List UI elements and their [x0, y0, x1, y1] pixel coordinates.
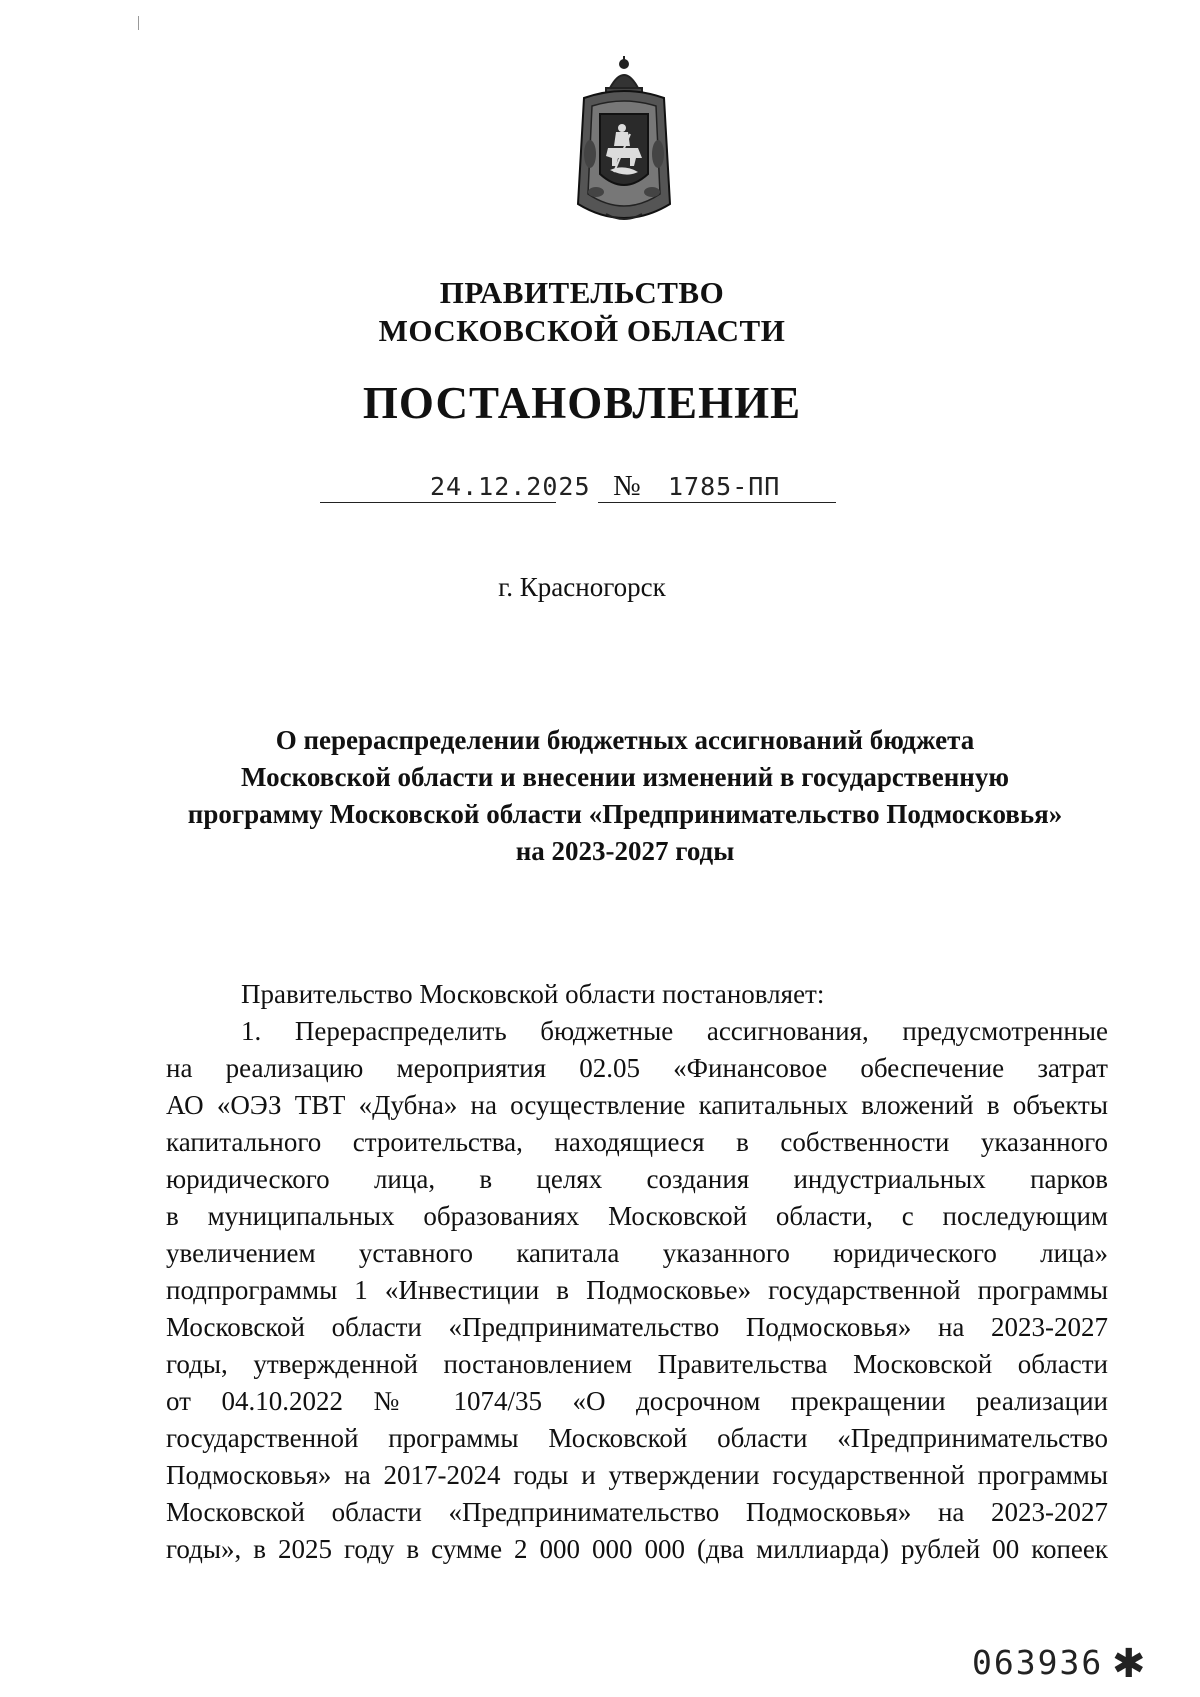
date-underline — [320, 502, 556, 503]
issuing-authority — [0, 274, 1164, 350]
asterisk-mark-icon: ✱ — [1112, 1641, 1146, 1686]
paragraph-line: на реализацию мероприятия 02.05 «Финансовое обеспечение затрат — [166, 1053, 1108, 1083]
authority-line-1: ПРАВИТЕЛЬСТВО — [439, 275, 725, 310]
paragraph-line: АО «ОЭЗ ТВТ «Дубна» на осуществление капитальных вложений в объекты — [166, 1090, 1108, 1120]
paragraph-line: годы, утвержденной постановлением Правительства Московской области — [166, 1349, 1108, 1379]
scan-artifact — [138, 16, 139, 30]
city-of-issue: г. Красногорск — [498, 572, 666, 602]
paragraph-line: годы», в 2025 году в сумме 2 000 000 000 (два миллиарда) рублей 00 копеек — [166, 1534, 1108, 1564]
paragraph-line: Московской области «Предпринимательство Подмосковья» на 2023-2027 — [166, 1497, 1108, 1527]
paragraph-line: увеличением уставного капитала указанного юридического лица» — [166, 1238, 1108, 1268]
document-title — [150, 722, 1100, 870]
title-line: О перераспределении бюджетных ассигнований бюджета — [275, 725, 975, 755]
paragraph-line: от 04.10.2022 № 1074/35 «О досрочном прекращении реализации — [166, 1386, 1108, 1416]
title-line: Московской области и внесении изменений в государственную — [241, 762, 1009, 792]
paragraph-line: юридического лица, в целях создания индустриальных парков — [166, 1164, 1108, 1194]
paragraph-line: государственной программы Московской области «Предпринимательство — [166, 1423, 1108, 1453]
number-sign: № — [613, 470, 641, 502]
paragraph-1 — [166, 1013, 1108, 1568]
document-type-heading: ПОСТАНОВЛЕНИЕ — [362, 378, 802, 428]
paragraph-line: подпрограммы 1 «Инвестиции в Подмосковье» государственной программы — [166, 1275, 1108, 1305]
paragraph-line: Московской области «Предпринимательство Подмосковья» на 2023-2027 — [166, 1312, 1108, 1342]
paragraph-line: в муниципальных образованиях Московской области, с последующим — [166, 1201, 1108, 1231]
number-underline — [598, 502, 836, 503]
paragraph-line: Подмосковья» на 2017-2024 годы и утверждении государственной программы — [166, 1460, 1108, 1490]
form-serial-number: 063936 — [972, 1643, 1104, 1682]
paragraph-line: капитального строительства, находящиеся в собственности указанного — [166, 1127, 1108, 1157]
authority-line-2: МОСКОВСКОЙ ОБЛАСТИ — [378, 313, 786, 348]
coat-of-arms-emblem — [566, 54, 682, 232]
registration-row — [0, 470, 1200, 510]
paragraph-line: 1. Перераспределить бюджетные ассигнования, предусмотренные — [241, 1016, 1108, 1046]
title-line: на 2023-2027 годы — [515, 836, 735, 866]
document-number: 1785-ПП — [668, 472, 781, 501]
preamble: Правительство Московской области постановляет: — [241, 979, 825, 1009]
title-line: программу Московской области «Предпринимательство Подмосковья» — [187, 799, 1063, 829]
document-date: 24.12.2025 — [430, 472, 591, 501]
